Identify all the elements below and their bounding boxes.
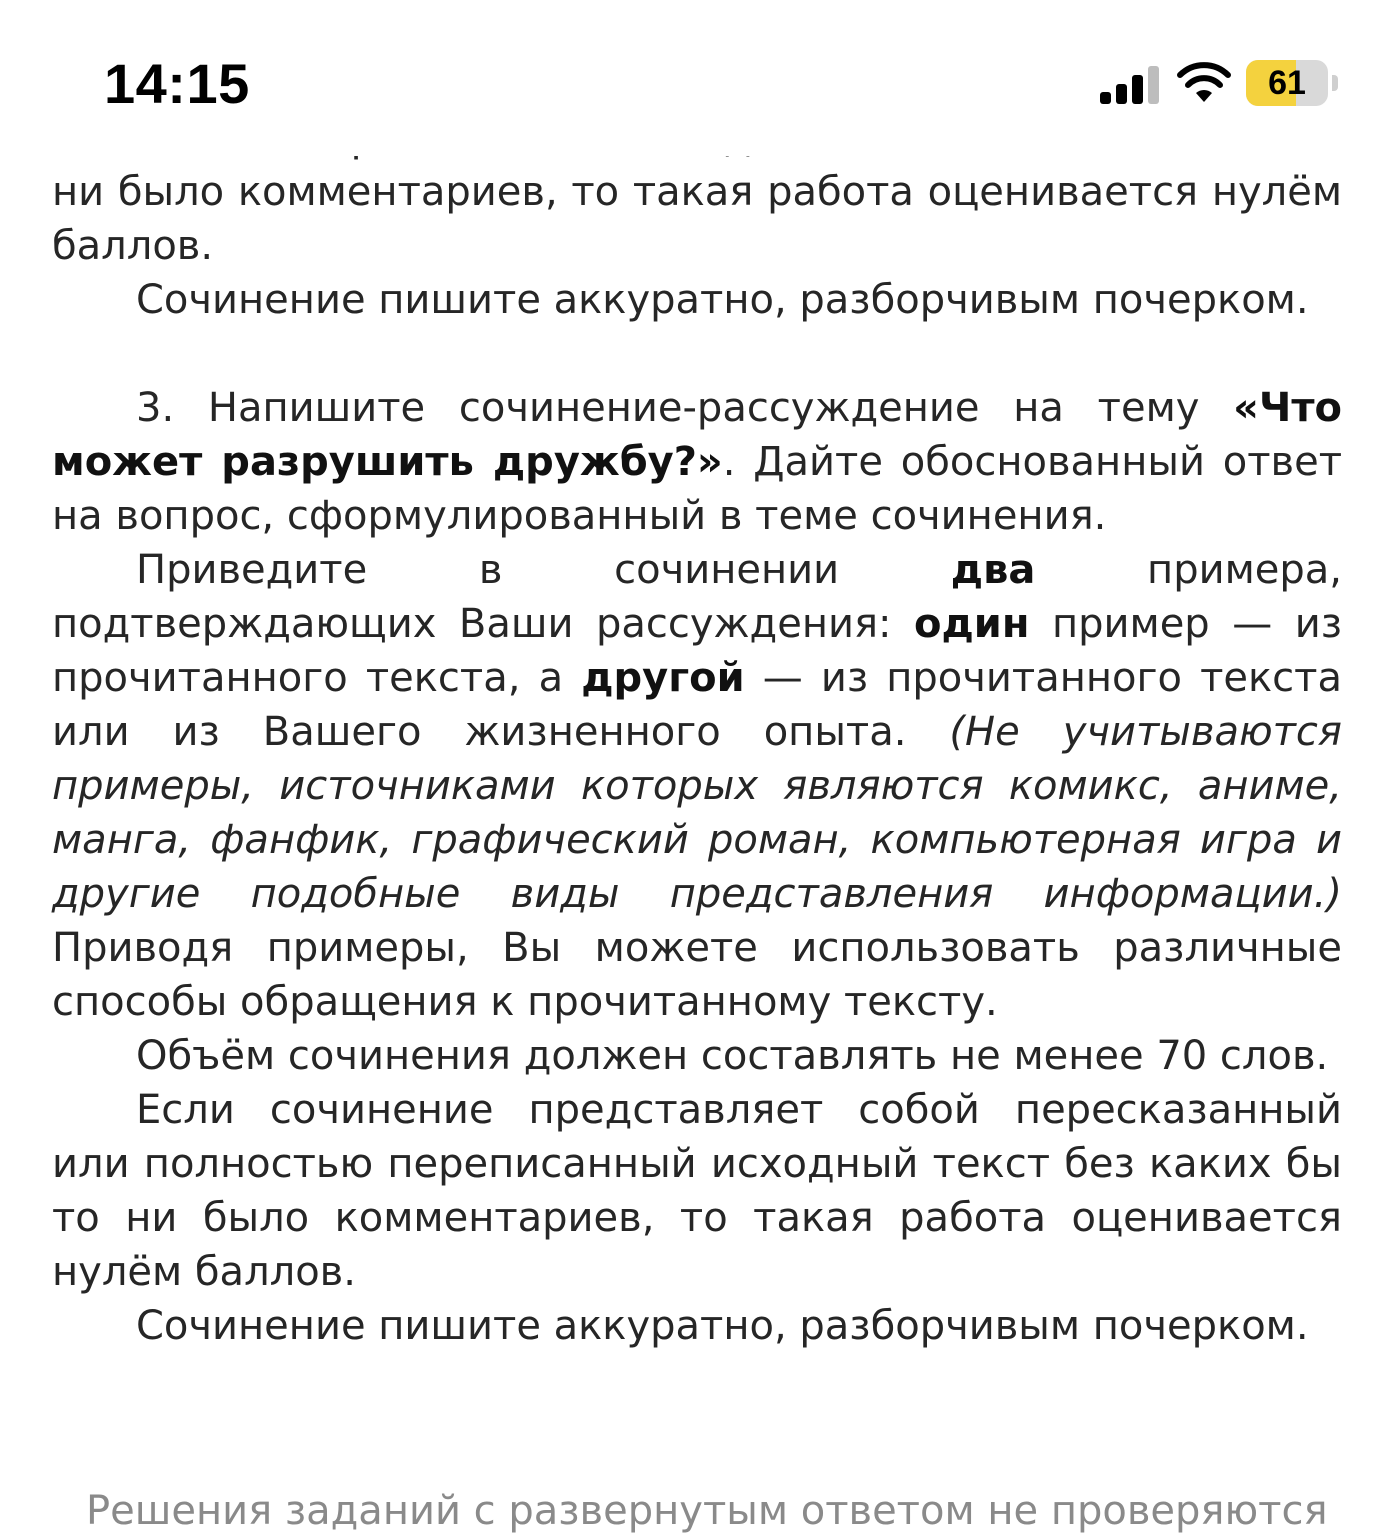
examples-text-5: Приводя примеры, Вы можете использовать различные способы обращения к прочитанному тексту. (52, 925, 1342, 1025)
signal-bar-4 (1148, 66, 1159, 104)
cellular-signal-icon (1098, 64, 1162, 104)
signal-bar-3 (1132, 75, 1143, 104)
task-3-volume: Объём сочинения должен составлять не менее 70 слов. (136, 1033, 1329, 1079)
examples-bold-one: один (914, 601, 1030, 647)
examples-italic-note: (Не учитываются примеры, источниками которых являются комикс, аниме, манга, фанфик, графический роман, компьютерная игра и другие подобные виды представления информации.) (52, 709, 1342, 917)
examples-bold-other: другой (581, 655, 745, 701)
wifi-icon (1176, 60, 1232, 104)
previous-task-tail: ни было комментариев, то такая работа оценивается нулём баллов. (52, 169, 1342, 269)
battery-tip (1332, 75, 1338, 91)
previous-task-handwriting: Сочинение пишите аккуратно, разборчивым почерком. (136, 277, 1309, 323)
task-3-after-topic: . Дайте обоснованный ответ на вопрос, сформулированный в теме сочинения. (52, 439, 1342, 539)
examples-text-3: пример — из прочитанного текста, а (52, 601, 1342, 701)
footer-note: Решения заданий с развернутым ответом не проверяются (86, 1488, 1328, 1534)
signal-bar-2 (1116, 84, 1127, 104)
task-3-handwriting: Сочинение пишите аккуратно, разборчивым почерком. (136, 1303, 1309, 1349)
task-3-examples (52, 543, 1342, 1029)
task-3-topic: «Что может разрушить дружбу?» (52, 385, 1342, 485)
battery-icon (1246, 60, 1342, 106)
paragraph-spacer (52, 327, 1342, 381)
scroll-clip (0, 140, 1394, 156)
examples-bold-two: два (950, 547, 1036, 593)
status-time: 14:15 (104, 52, 250, 115)
examples-text-1: Приведите в сочинении (136, 547, 951, 593)
battery-body (1246, 60, 1328, 106)
task-3-retelling: Если сочинение представляет собой пересказанный или полностью переписанный исходный текст без каких бы то ни было комментариев, то такая работа оценивается нулём баллов. (52, 1087, 1342, 1295)
battery-percent: 61 (1268, 64, 1306, 102)
document-body (52, 141, 1342, 1353)
task-3-intro: 3. Напишите сочинение-рассуждение на тему (136, 385, 1234, 431)
examples-text-4: — из прочитанного текста или из Вашего жизненного опыта. (52, 655, 1342, 755)
examples-text-2: примера, подтверждающих Ваши рассуждения: (52, 547, 1342, 647)
signal-bar-1 (1100, 92, 1111, 104)
task-3-statement (52, 381, 1342, 543)
status-bar (0, 0, 1394, 140)
